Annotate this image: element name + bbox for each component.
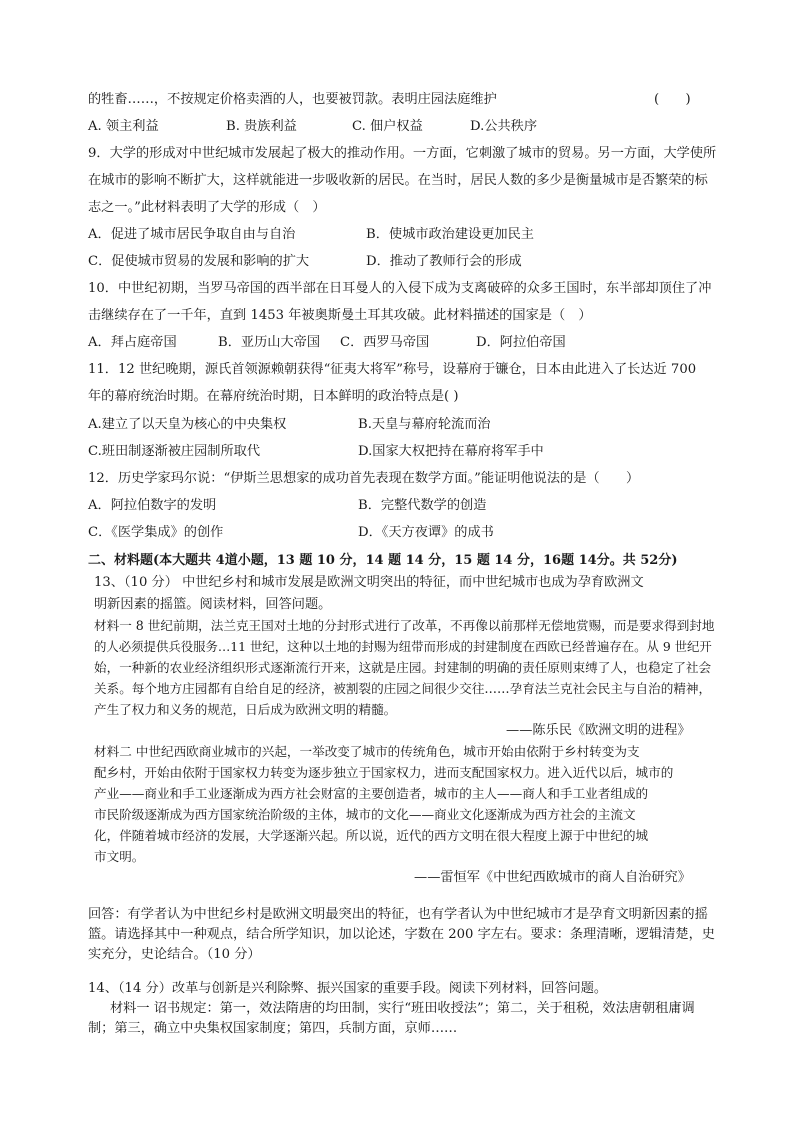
q9-stem-line: 在城市的影响不断扩大，这样就能进一步吸收新的居民。在当时，居民人数的多少是衡量城市是否繁荣的标 xyxy=(88,173,708,188)
q9-stem-line: 9．大学的形成对中世纪城市发展起了极大的推动作用。一方面，它刺激了城市的贸易。另一方面，大学使所 xyxy=(88,146,717,161)
q13-material1-line: 的人必须提供兵役服务…11 世纪，这种以土地的封赐为纽带而形成的封建制度在西欧已经普遍存在。从 9 世纪开 xyxy=(94,639,712,654)
q13-answer-line: 回答：有学者认为中世纪乡村是欧洲文明最突出的特征，也有学者认为中世纪城市才是孕育文明新因素的摇 xyxy=(88,907,708,922)
q9-option-a: A．促进了城市居民争取自由与自治 xyxy=(88,227,296,242)
q13-material2-line: 市民阶级逐渐成为西方国家统治阶级的主体，城市的文化——商业文化逐渐成为西方社会的主流文 xyxy=(94,807,636,822)
q9-option-b: B．使城市政治建设更加民主 xyxy=(366,227,534,242)
q9-option-d: D．推动了教师行会的形成 xyxy=(366,254,522,269)
q13-intro-line: 明新因素的摇篮。阅读材料，回答问题。 xyxy=(94,597,332,612)
q13-answer-line: 实充分，史论结合。（10 分） xyxy=(88,947,261,962)
q13-intro-line: 13、（10 分） 中世纪乡村和城市发展是欧洲文明突出的特征，而中世纪城市也成为孕育欧洲文 xyxy=(94,575,644,590)
q13-material2-line: 产业——商业和手工业逐渐成为西方社会财富的主要创造者，城市的主人——商人和手工业者组成的 xyxy=(94,786,649,801)
q13-answer-line: 篮。请选择其中一种观点，结合所学知识，加以论述，字数在 200 字左右。要求：条理清晰，逻辑清楚，史 xyxy=(88,927,715,942)
q8-option-b: B. 贵族利益 xyxy=(226,119,297,134)
q8-answer-bracket: ( ) xyxy=(654,92,691,107)
q13-material2-line: 市文明。 xyxy=(94,849,145,864)
q11-option-b: B.天皇与幕府轮流而治 xyxy=(358,417,491,432)
q11-stem-line: 11．12 世纪晚期，源氏首领源赖朝获得“征夷大将军”称号，设幕府于镰仓，日本由此进入了长达近 700 xyxy=(88,362,697,377)
q8-option-d: D.公共秩序 xyxy=(470,119,538,134)
q14-material1-line: 材料一 诏书规定：第一，效法隋唐的均田制，实行“班田收授法”；第二，关于租税，效法唐朝租庸调 xyxy=(110,1001,695,1016)
q13-material1-line: 产生了权力和义务的规范，日后成为欧洲文明的精髓。 xyxy=(94,702,397,717)
q9-stem-line: 志之一。”此材料表明了大学的形成（ ） xyxy=(88,200,326,215)
q11-option-a: A.建立了以天皇为核心的中央集权 xyxy=(88,417,287,432)
q10-option-a: A．拜占庭帝国 xyxy=(88,335,177,350)
q14-material1-line: 制；第三，确立中央集权国家制度；第四，兵制方面，京师…… xyxy=(88,1021,458,1036)
q13-material2-line: 材料二 中世纪西欧商业城市的兴起，一举改变了城市的传统角色，城市开始由依附于乡村转变为支 xyxy=(94,744,640,759)
q9-option-c: C．促使城市贸易的发展和影响的扩大 xyxy=(88,254,310,269)
q12-option-a: A．阿拉伯数字的发明 xyxy=(88,498,217,513)
q11-option-d: D.国家大权把持在幕府将军手中 xyxy=(358,444,544,459)
q10-option-b: B．亚历山大帝国 xyxy=(218,335,321,350)
q8-option-a: A. 领主利益 xyxy=(88,119,159,134)
section-heading: 二、材料题(本大题共 4道小题，13 题 10 分，14 题 14 分，15 题 14 分，16题 14分。共 52分) xyxy=(88,553,678,568)
q13-material1-source: ——陈乐民《欧洲文明的进程》 xyxy=(506,723,691,738)
q12-option-c: C．《医学集成》的创作 xyxy=(88,525,224,540)
q13-material2-source: ——雷恒军《中世纪西欧城市的商人自治研究》 xyxy=(414,870,691,885)
q12-stem-line: 12．历史学家玛尔说：“伊斯兰思想家的成功首先表现在数学方面。”能证明他说法的是（ ） xyxy=(88,471,640,486)
q8-option-c: C. 佃户权益 xyxy=(352,119,423,134)
q13-material1-line: 关系。每个地方庄园都有自给自足的经济，被割裂的庄园之间很少交往……孕育法兰克社会民主与自治的精神， xyxy=(94,681,712,696)
q13-material2-line: 化，伴随着城市经济的发展，大学逐渐兴起。所以说，近代的西方文明在很大程度上源于中世纪的城 xyxy=(94,828,649,843)
q13-material2-line: 配乡村，开始由依附于国家权力转变为逐步独立于国家权力，进而支配国家权力。进入近代以后，城市的 xyxy=(94,765,674,780)
q10-stem-line: 击继续存在了一千年，直到 1453 年被奥斯曼土耳其攻破。此材料描述的国家是（ ） xyxy=(88,308,592,323)
q13-material1-line: 始，一种新的农业经济组织形式逐渐流行开来，这就是庄园。封建制的明确的责任原则束缚了人，也稳定了社会 xyxy=(94,660,712,675)
q10-stem-line: 10．中世纪初期，当罗马帝国的西半部在日耳曼人的入侵下成为支离破碎的众多王国时，东半部却顶住了冲 xyxy=(88,281,712,296)
q12-option-d: D．《天方夜谭》的成书 xyxy=(358,525,494,540)
q11-stem-line: 年的幕府统治时期。在幕府统治时期，日本鲜明的政治特点是( ) xyxy=(88,389,459,404)
q13-material1-line: 材料一 8 世纪前期，法兰克王国对土地的分封形式进行了改革，不再像以前那样无偿地赏赐，而是要求得到封地 xyxy=(94,618,715,633)
q10-option-c: C．西罗马帝国 xyxy=(340,335,430,350)
q10-option-d: D．阿拉伯帝国 xyxy=(476,335,566,350)
q11-option-c: C.班田制逐渐被庄园制所取代 xyxy=(88,444,261,459)
q8-stem-end: 的牲畜……，不按规定价格卖酒的人，也要被罚款。表明庄园法庭维护 xyxy=(88,92,497,107)
q12-option-b: B．完整代数学的创造 xyxy=(358,498,487,513)
q14-intro: 14、（14 分）改革与创新是兴利除弊、振兴国家的重要手段。阅读下列材料，回答问题。 xyxy=(88,981,608,996)
